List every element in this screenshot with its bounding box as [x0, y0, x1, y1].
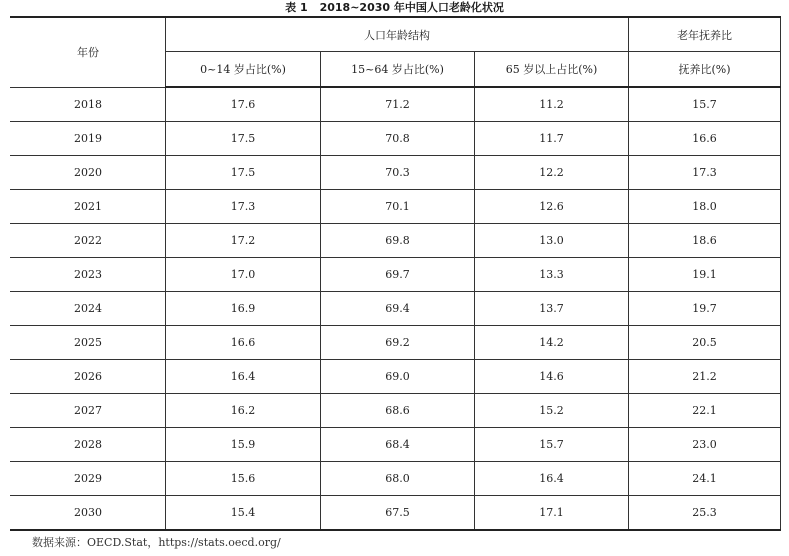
cell-age-15-64: 70.8	[321, 122, 475, 156]
cell-year: 2026	[11, 360, 166, 394]
cell-year: 2020	[11, 156, 166, 190]
cell-age-65-plus: 11.2	[475, 87, 629, 122]
cell-year: 2019	[11, 122, 166, 156]
cell-dependency-ratio: 17.3	[629, 156, 781, 190]
table-row	[11, 462, 781, 496]
cell-age-15-64: 68.0	[321, 462, 475, 496]
cell-year: 2022	[11, 224, 166, 258]
cell-dependency-ratio: 20.5	[629, 326, 781, 360]
cell-age-0-14: 16.6	[166, 326, 321, 360]
cell-year: 2030	[11, 496, 166, 531]
table-row	[11, 326, 781, 360]
cell-dependency-ratio: 19.1	[629, 258, 781, 292]
table-header	[11, 17, 781, 87]
table-number: 表 1	[285, 1, 308, 14]
cell-year: 2029	[11, 462, 166, 496]
cell-age-65-plus: 12.2	[475, 156, 629, 190]
cell-age-15-64: 67.5	[321, 496, 475, 531]
cell-age-65-plus: 16.4	[475, 462, 629, 496]
header-age-15-64: 15~64 岁占比(%)	[321, 52, 475, 88]
table-row	[11, 122, 781, 156]
cell-year: 2028	[11, 428, 166, 462]
table-row	[11, 258, 781, 292]
header-dependency-ratio: 抚养比(%)	[629, 52, 781, 88]
table-row	[11, 224, 781, 258]
cell-age-0-14: 17.5	[166, 122, 321, 156]
table-row	[11, 496, 781, 531]
cell-age-0-14: 17.3	[166, 190, 321, 224]
cell-dependency-ratio: 22.1	[629, 394, 781, 428]
cell-year: 2027	[11, 394, 166, 428]
cell-age-15-64: 70.3	[321, 156, 475, 190]
cell-age-15-64: 69.8	[321, 224, 475, 258]
cell-age-65-plus: 13.7	[475, 292, 629, 326]
cell-age-65-plus: 14.6	[475, 360, 629, 394]
cell-age-0-14: 16.2	[166, 394, 321, 428]
cell-age-15-64: 69.4	[321, 292, 475, 326]
cell-age-0-14: 16.4	[166, 360, 321, 394]
header-old-age-dependency: 老年抚养比	[629, 17, 781, 52]
cell-age-65-plus: 13.0	[475, 224, 629, 258]
cell-age-0-14: 15.9	[166, 428, 321, 462]
table-row	[11, 190, 781, 224]
table-row	[11, 292, 781, 326]
cell-age-15-64: 68.4	[321, 428, 475, 462]
cell-age-15-64: 68.6	[321, 394, 475, 428]
cell-age-15-64: 70.1	[321, 190, 475, 224]
cell-dependency-ratio: 15.7	[629, 87, 781, 122]
header-age-0-14: 0~14 岁占比(%)	[166, 52, 321, 88]
cell-age-15-64: 69.2	[321, 326, 475, 360]
data-source-note: 数据来源：OECD.Stat，https://stats.oecd.org/	[32, 536, 281, 549]
cell-age-15-64: 71.2	[321, 87, 475, 122]
cell-dependency-ratio: 16.6	[629, 122, 781, 156]
cell-age-65-plus: 15.7	[475, 428, 629, 462]
table-row	[11, 156, 781, 190]
header-population-structure: 人口年龄结构	[166, 17, 629, 52]
cell-age-15-64: 69.7	[321, 258, 475, 292]
header-age-65-plus: 65 岁以上占比(%)	[475, 52, 629, 88]
cell-year: 2024	[11, 292, 166, 326]
cell-age-0-14: 17.2	[166, 224, 321, 258]
cell-dependency-ratio: 21.2	[629, 360, 781, 394]
cell-age-0-14: 17.6	[166, 87, 321, 122]
cell-age-0-14: 15.6	[166, 462, 321, 496]
cell-dependency-ratio: 23.0	[629, 428, 781, 462]
cell-age-0-14: 16.9	[166, 292, 321, 326]
aging-table	[10, 16, 781, 531]
table-caption	[0, 1, 789, 14]
cell-age-0-14: 17.5	[166, 156, 321, 190]
table-row	[11, 87, 781, 122]
table-row	[11, 394, 781, 428]
cell-age-0-14: 17.0	[166, 258, 321, 292]
cell-age-65-plus: 13.3	[475, 258, 629, 292]
cell-year: 2025	[11, 326, 166, 360]
table-row	[11, 360, 781, 394]
cell-dependency-ratio: 19.7	[629, 292, 781, 326]
cell-age-65-plus: 11.7	[475, 122, 629, 156]
cell-age-65-plus: 17.1	[475, 496, 629, 531]
cell-age-15-64: 69.0	[321, 360, 475, 394]
cell-year: 2021	[11, 190, 166, 224]
cell-dependency-ratio: 24.1	[629, 462, 781, 496]
cell-dependency-ratio: 18.6	[629, 224, 781, 258]
table-title: 2018~2030 年中国人口老龄化状况	[319, 1, 504, 14]
cell-year: 2018	[11, 87, 166, 122]
table-row	[11, 428, 781, 462]
cell-dependency-ratio: 25.3	[629, 496, 781, 531]
cell-dependency-ratio: 18.0	[629, 190, 781, 224]
cell-age-0-14: 15.4	[166, 496, 321, 531]
header-year: 年份	[11, 17, 166, 87]
header-row-top	[11, 17, 781, 52]
cell-year: 2023	[11, 258, 166, 292]
cell-age-65-plus: 12.6	[475, 190, 629, 224]
table-body	[11, 87, 781, 530]
cell-age-65-plus: 14.2	[475, 326, 629, 360]
cell-age-65-plus: 15.2	[475, 394, 629, 428]
